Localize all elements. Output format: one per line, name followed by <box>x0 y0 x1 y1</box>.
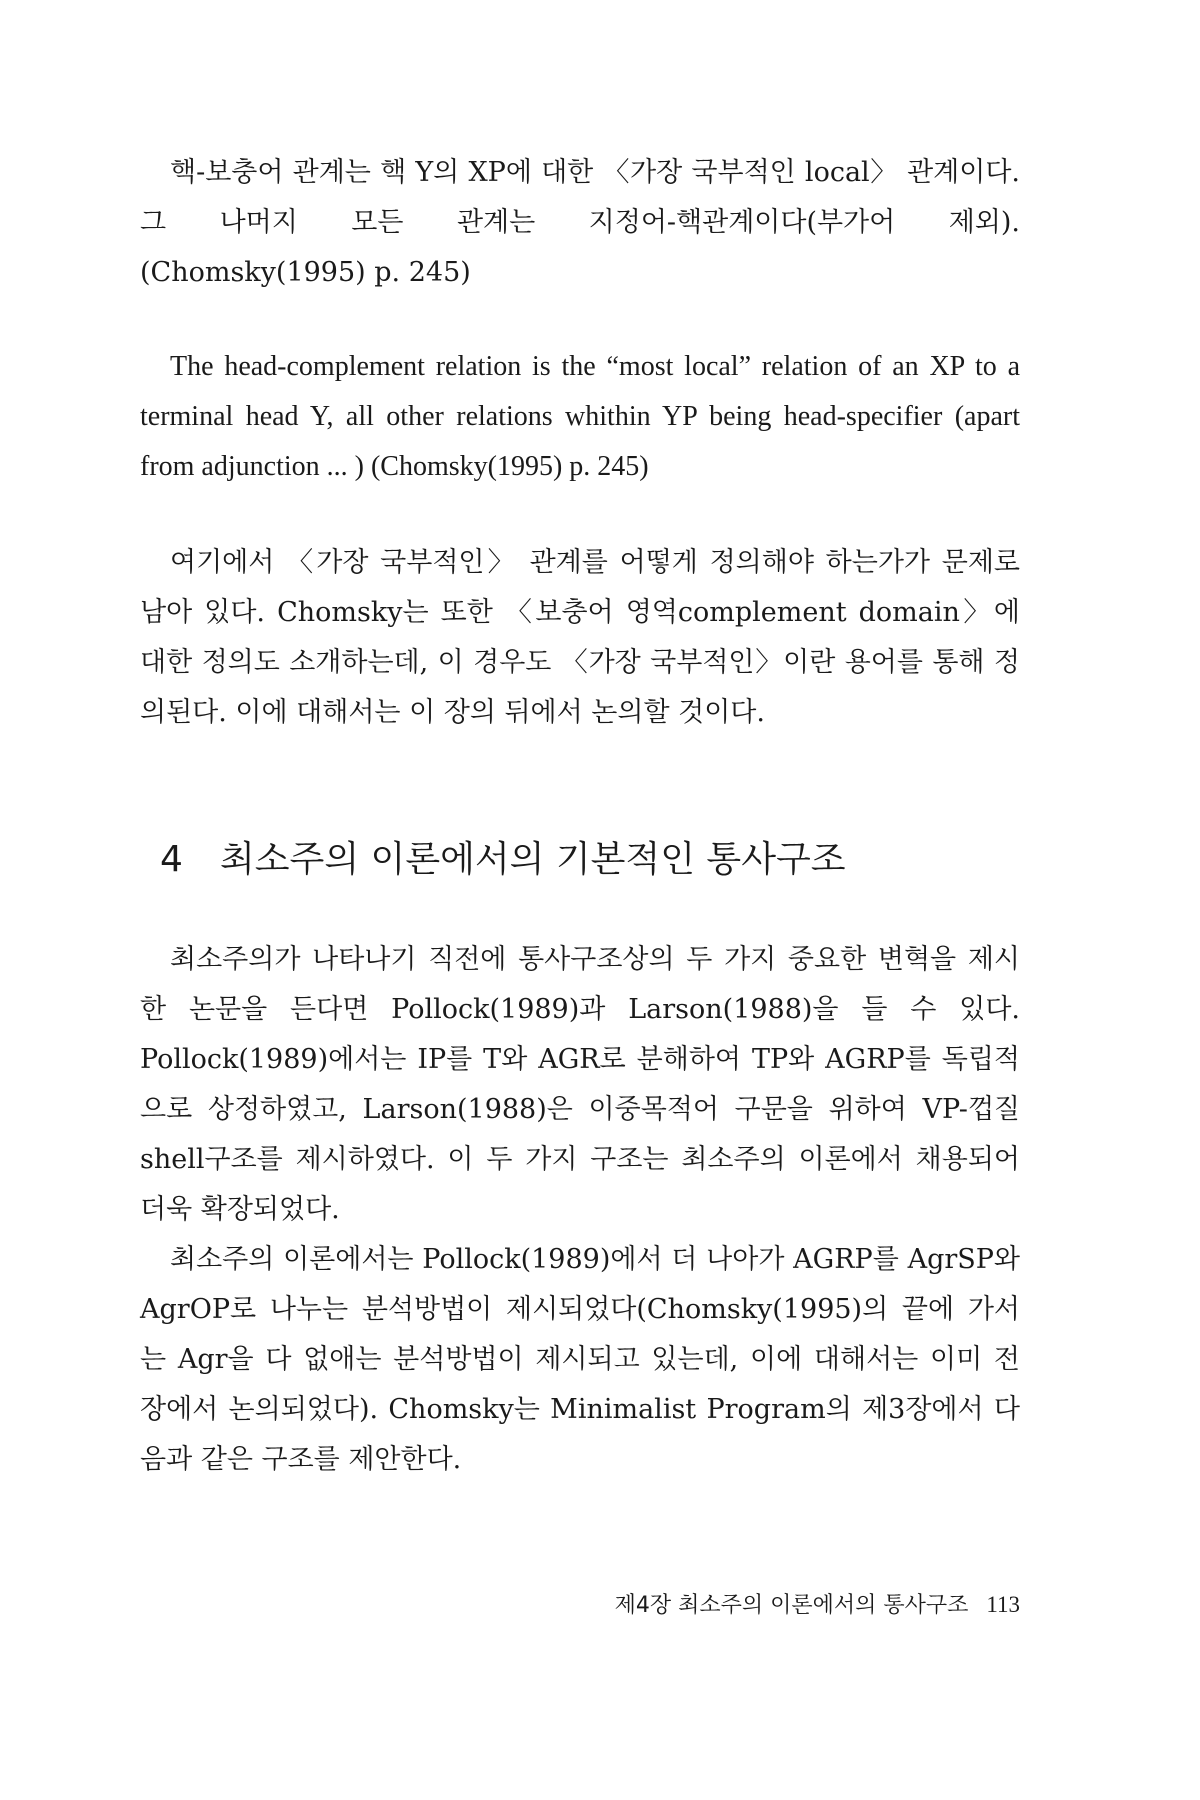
quote-english-block <box>140 342 1020 492</box>
quote-korean-block <box>140 148 1020 298</box>
page-footer <box>600 1590 1020 1621</box>
page-number: 113 <box>986 1592 1020 1617</box>
quote-korean: 핵-보충어 관계는 핵 Y의 XP에 대한 〈가장 국부적인 local〉 관계이다. 그 나머지 모든 관계는 지정어-핵관계이다(부가어 제외). (Chomsky(1995) p. 245) <box>140 157 1020 288</box>
running-title: 제4장 최소주의 이론에서의 통사구조 <box>614 1593 969 1618</box>
section-title: 최소주의 이론에서의 기본적인 통사구조 <box>220 839 846 880</box>
paragraph-3: 최소주의 이론에서는 Pollock(1989)에서 더 나아가 AGRP를 AgrSP와 AgrOP로 나누는 분석방법이 제시되었다(Chomsky(1995)의 끝에 가서는 Agr을 다 없애는 분석방법이 제시되고 있는데, 이에 대해서는 이미 전 장에서 논의되었다). Chomsky는 Minimalist Program의 제3장에서 다음과 같은 구조를 제안한다. <box>140 1244 1020 1475</box>
paragraph-1: 여기에서 〈가장 국부적인〉 관계를 어떻게 정의해야 하는가가 문제로 남아 있다. Chomsky는 또한 〈보충어 영역complement domain〉에 대한 정의도 소개하는데, 이 경우도 〈가장 국부적인〉이란 용어를 통해 정의된다. 이에 대해서는 이 장의 뒤에서 논의할 것이다. <box>140 547 1020 728</box>
section-heading <box>160 835 1020 885</box>
quote-english: The head-complement relation is the “most local” relation of an XP to a terminal head Y, all other relations whithin YP being head-specifier (apart from adjunction ... ) (Chomsky(1995) p. 245) <box>140 351 1020 482</box>
section-number: 4 <box>160 839 183 880</box>
paragraph-2: 최소주의가 나타나기 직전에 통사구조상의 두 가지 중요한 변혁을 제시한 논문을 든다면 Pollock(1989)과 Larson(1988)을 들 수 있다. Pollock(1989)에서는 IP를 T와 AGR로 분해하여 TP와 AGRP를 독립적으로 상정하였고, Larson(1988)은 이중목적어 구문을 위하여 VP-껍질 shell구조를 제시하였다. 이 두 가지 구조는 최소주의 이론에서 채용되어 더욱 확장되었다. <box>140 944 1020 1225</box>
paragraph-block-1 <box>140 538 1020 738</box>
paragraph-block-2 <box>140 935 1020 1485</box>
